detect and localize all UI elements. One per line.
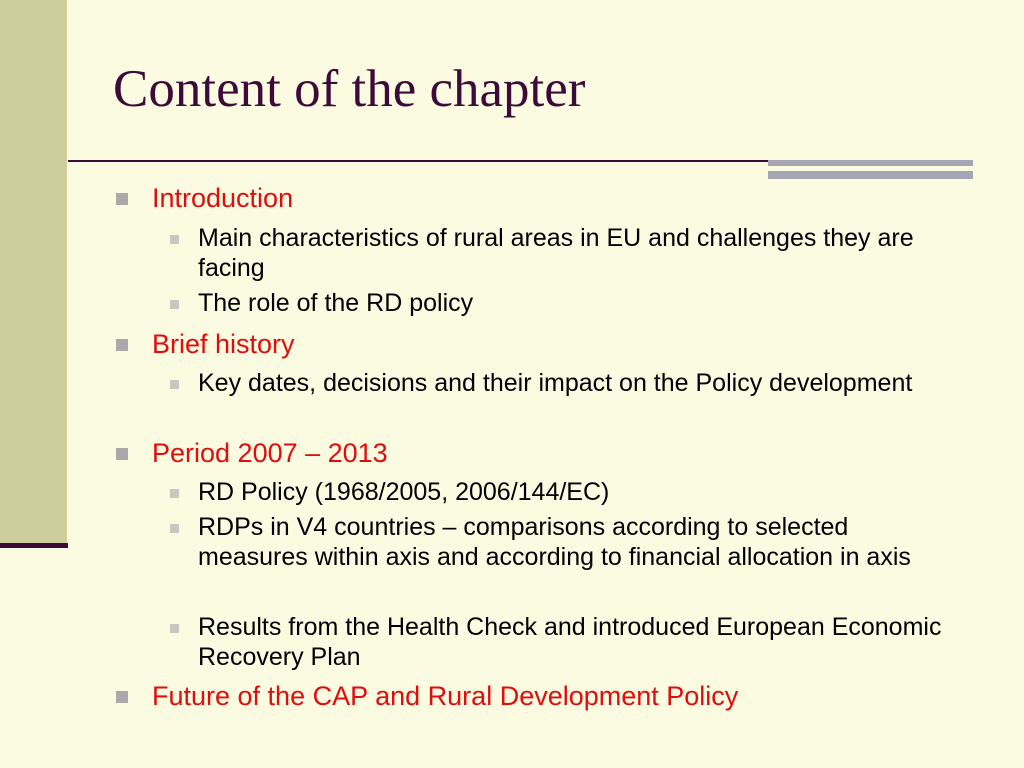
list-item: Main characteristics of rural areas in EU and challenges they are facing <box>198 224 914 282</box>
left-decorative-band <box>0 0 67 548</box>
square-bullet-icon <box>170 489 179 498</box>
square-bullet-icon <box>116 448 128 460</box>
section-heading-future: Future of the CAP and Rural Development Policy <box>152 681 739 711</box>
list-item: Results from the Health Check and introduced European Economic Recovery Plan <box>198 613 942 671</box>
square-bullet-icon <box>170 300 179 309</box>
list-item: The role of the RD policy <box>198 289 474 317</box>
list-item: Key dates, decisions and their impact on the Policy development <box>198 369 913 397</box>
left-band-rule <box>0 543 68 548</box>
square-bullet-icon <box>116 339 128 351</box>
slide-title: Content of the chapter <box>113 60 586 118</box>
section-heading-period: Period 2007 – 2013 <box>152 438 388 468</box>
section-heading-brief-history: Brief history <box>152 329 295 359</box>
accent-bar-bottom <box>768 171 973 179</box>
list-item: RD Policy (1968/2005, 2006/144/EC) <box>198 478 610 506</box>
square-bullet-icon <box>170 524 179 533</box>
square-bullet-icon <box>170 235 179 244</box>
accent-bar-top <box>768 160 973 166</box>
title-underline-rule <box>68 160 768 162</box>
square-bullet-icon <box>116 193 128 205</box>
square-bullet-icon <box>170 380 179 389</box>
list-item: RDPs in V4 countries – comparisons according to selected measures within axis and according to financial allocation in axis <box>198 513 911 571</box>
section-heading-introduction: Introduction <box>152 183 294 213</box>
square-bullet-icon <box>116 691 128 703</box>
square-bullet-icon <box>170 624 179 633</box>
